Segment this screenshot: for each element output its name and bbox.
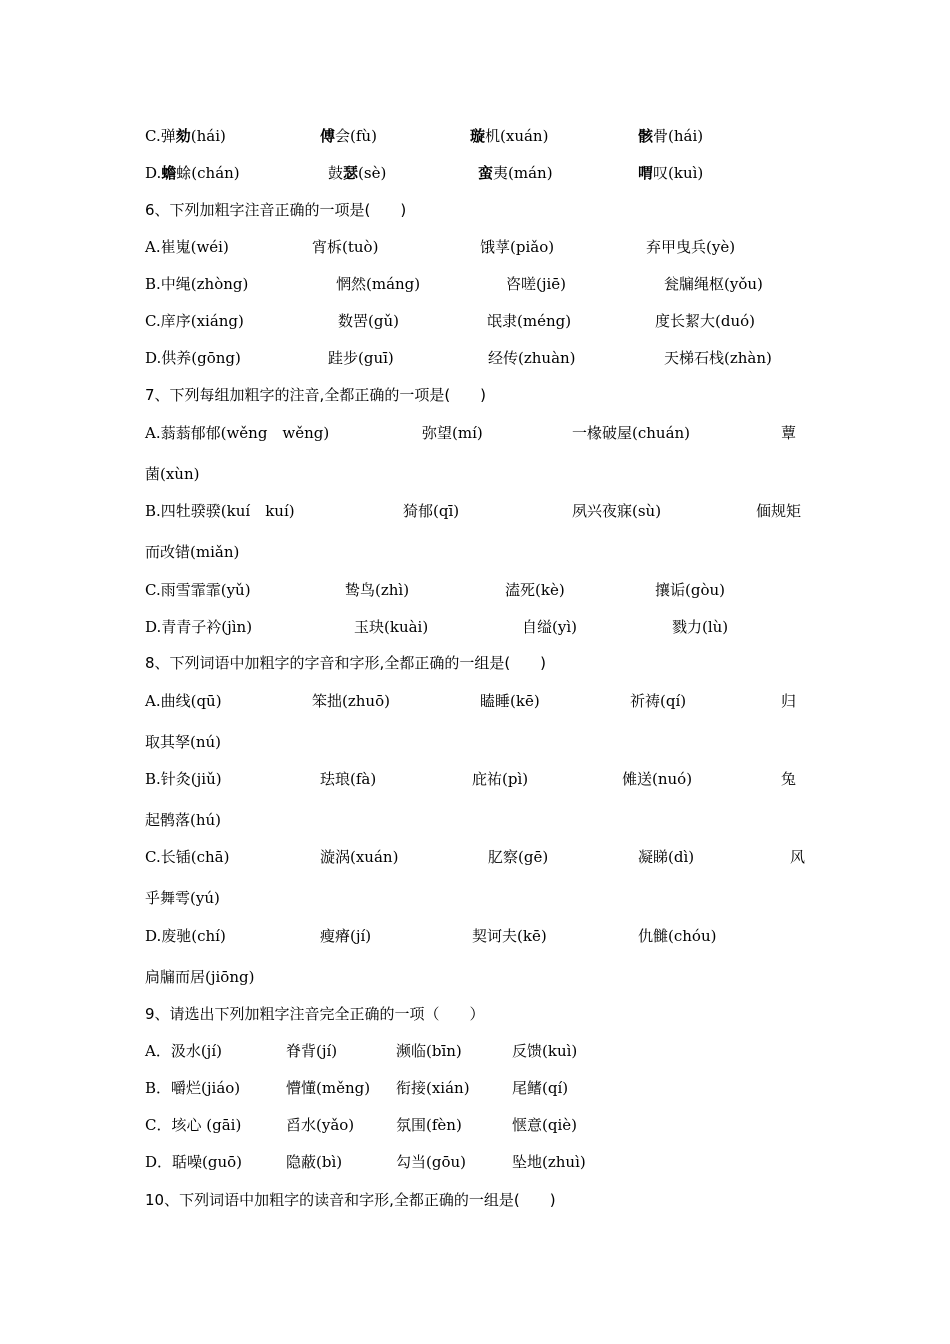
option-item: 偭规矩 — [756, 502, 802, 520]
option-item: 攘诟(gòu) — [655, 581, 725, 599]
option-line — [0, 886, 950, 910]
option-item: 度长絜大(duó) — [655, 312, 755, 330]
option-item: 夙兴夜寐(sù) — [572, 502, 662, 520]
option-item: 懵懂(měng) — [286, 1079, 371, 1097]
option-item: 肊察(gē) — [488, 848, 549, 866]
question-stem — [0, 1002, 950, 1026]
question-text: 10、下列词语中加粗字的读音和字形,全都正确的一组是( ) — [145, 1191, 556, 1209]
option-item: 衔接(xián) — [396, 1079, 470, 1097]
option-item: 脊背(jí) — [286, 1042, 338, 1060]
option-item: 而改错(miǎn) — [145, 543, 240, 561]
option-text: C.弹 — [145, 127, 176, 145]
option-item: C.庠序(xiáng) — [145, 312, 244, 330]
option-line — [0, 235, 950, 259]
option-item: 归 — [781, 692, 797, 710]
option-item: 隐蔽(bì) — [286, 1153, 343, 1171]
option-item: C.长锸(chā) — [145, 848, 230, 866]
option-item: 笨拙(zhuō) — [312, 692, 390, 710]
option-text: 会(fù) — [335, 127, 377, 145]
option-item: 天梯石栈(zhàn) — [664, 349, 772, 367]
option-item: 弥望(mí) — [422, 424, 483, 442]
question-text: 6、下列加粗字注音正确的一项是( ) — [145, 201, 407, 219]
option-item: 宵柝(tuò) — [312, 238, 379, 256]
option-item: 戮力(lù) — [672, 618, 729, 636]
option-item: 跬步(guī) — [328, 349, 394, 367]
option-line — [0, 462, 950, 486]
option-item: 兔 — [781, 770, 797, 788]
option-line — [0, 1113, 950, 1137]
option-item: 氛围(fèn) — [396, 1116, 462, 1134]
bold-character: 瑟 — [343, 164, 359, 182]
option-item: D.废驰(chí) — [145, 927, 226, 945]
option-item: B.四牡骙骙(kuí kuí) — [145, 502, 295, 520]
option-item: A．汲水(jí) — [145, 1042, 222, 1060]
option-text: 叹(kuì) — [653, 164, 704, 182]
option-item: 猗郁(qī) — [403, 502, 460, 520]
option-item: 庇祐(pì) — [472, 770, 529, 788]
question-stem — [0, 1188, 950, 1212]
option-line — [0, 965, 950, 989]
option-text: D. — [145, 164, 162, 182]
option-item: D.青青子衿(jìn) — [145, 618, 253, 636]
option-item: 惘然(máng) — [336, 275, 421, 293]
option-line — [0, 1039, 950, 1063]
question-stem — [0, 383, 950, 407]
bold-character: 蟾 — [161, 164, 177, 182]
question-text: 8、下列词语中加粗字的字音和字形,全都正确的一组是( ) — [145, 654, 547, 672]
option-item: 数罟(gǔ) — [338, 312, 399, 330]
option-item: A.崔嵬(wéi) — [145, 238, 229, 256]
option-line — [0, 309, 950, 333]
option-item: 蕈 — [781, 424, 797, 442]
option-item: C.雨雪霏霏(yǔ) — [145, 581, 251, 599]
option-item — [638, 124, 703, 148]
option-item: 取其孥(nú) — [145, 733, 222, 751]
option-item: 凝睇(dì) — [638, 848, 695, 866]
option-item: 瞌睡(kē) — [480, 692, 540, 710]
option-item: B.针灸(jiǔ) — [145, 770, 222, 788]
bold-character: 傅 — [320, 127, 336, 145]
option-item: 扃牖而居(jiōng) — [145, 968, 255, 986]
option-text: 鼓 — [328, 164, 344, 182]
option-line — [0, 1076, 950, 1100]
option-item: 溘死(kè) — [505, 581, 565, 599]
option-item: C．垓心 (gāi) — [145, 1116, 242, 1134]
option-item: 勾当(gōu) — [396, 1153, 466, 1171]
option-line — [0, 421, 950, 445]
option-item: 反馈(kuì) — [512, 1042, 578, 1060]
question-text: 7、下列每组加粗字的注音,全都正确的一项是( ) — [145, 386, 487, 404]
option-line — [0, 689, 950, 713]
option-item: 咨嗟(jiē) — [506, 275, 567, 293]
option-line — [0, 845, 950, 869]
option-text: 骨(hái) — [653, 127, 704, 145]
option-item: 氓隶(méng) — [487, 312, 572, 330]
option-line — [0, 499, 950, 523]
option-line — [0, 730, 950, 754]
option-item: 乎舞雩(yú) — [145, 889, 220, 907]
option-item — [145, 124, 226, 148]
option-item: 风 — [790, 848, 806, 866]
option-item: B．嚼烂(jiáo) — [145, 1079, 241, 1097]
option-item: 尾鳍(qí) — [512, 1079, 569, 1097]
option-item: 经传(zhuàn) — [488, 349, 576, 367]
option-item: 瘦瘠(jí) — [320, 927, 372, 945]
option-item: 漩涡(xuán) — [320, 848, 399, 866]
option-item: 自缢(yì) — [522, 618, 577, 636]
option-item: 珐琅(fà) — [320, 770, 377, 788]
option-item: A.蓊蓊郁郁(wěng wěng) — [145, 424, 330, 442]
question-stem — [0, 198, 950, 222]
option-text: 夷(mán) — [493, 164, 553, 182]
option-item: D．聒噪(guō) — [145, 1153, 243, 1171]
option-line — [0, 272, 950, 296]
option-line — [0, 346, 950, 370]
option-item: 坠地(zhuì) — [512, 1153, 586, 1171]
option-item — [478, 161, 553, 185]
option-item: 起鹘落(hú) — [145, 811, 222, 829]
option-item: 饿莩(piǎo) — [480, 238, 555, 256]
option-item: 瓮牖绳枢(yǒu) — [664, 275, 763, 293]
option-item: 一椽破屋(chuán) — [572, 424, 691, 442]
option-item: 惬意(qiè) — [512, 1116, 577, 1134]
option-item: 仇雠(chóu) — [638, 927, 717, 945]
option-item — [638, 161, 703, 185]
option-line — [0, 540, 950, 564]
option-item: 菌(xùn) — [145, 465, 200, 483]
option-text: (sè) — [358, 164, 387, 182]
bold-character: 蛮 — [478, 164, 494, 182]
option-item — [320, 124, 377, 148]
option-text: 蜍(chán) — [176, 164, 240, 182]
question-stem — [0, 651, 950, 675]
option-item: 契诃夫(kē) — [472, 927, 547, 945]
bold-character: 劾 — [175, 127, 191, 145]
option-line — [0, 161, 950, 185]
bold-character: 喟 — [638, 164, 654, 182]
bold-character: 璇 — [470, 127, 486, 145]
option-item — [145, 161, 240, 185]
option-item: B.中绳(zhòng) — [145, 275, 249, 293]
question-text: 9、请选出下列加粗字注音完全正确的一项（ ） — [145, 1005, 485, 1023]
option-item: 舀水(yǎo) — [286, 1116, 355, 1134]
option-item: D.供养(gōng) — [145, 349, 241, 367]
option-line — [0, 1150, 950, 1174]
option-text: (hái) — [190, 127, 226, 145]
option-item: 鸷鸟(zhì) — [345, 581, 410, 599]
option-item: 傩送(nuó) — [622, 770, 693, 788]
option-line — [0, 615, 950, 639]
option-line — [0, 808, 950, 832]
option-line — [0, 767, 950, 791]
option-item: 濒临(bīn) — [396, 1042, 462, 1060]
option-item: 玉玦(kuài) — [354, 618, 429, 636]
option-item — [328, 161, 386, 185]
option-item: A.曲线(qū) — [145, 692, 222, 710]
option-text: 机(xuán) — [485, 127, 549, 145]
option-line — [0, 578, 950, 602]
option-line — [0, 924, 950, 948]
option-item: 祈祷(qí) — [630, 692, 687, 710]
option-line — [0, 124, 950, 148]
option-item — [470, 124, 548, 148]
bold-character: 骸 — [638, 127, 654, 145]
option-item: 弃甲曳兵(yè) — [646, 238, 736, 256]
